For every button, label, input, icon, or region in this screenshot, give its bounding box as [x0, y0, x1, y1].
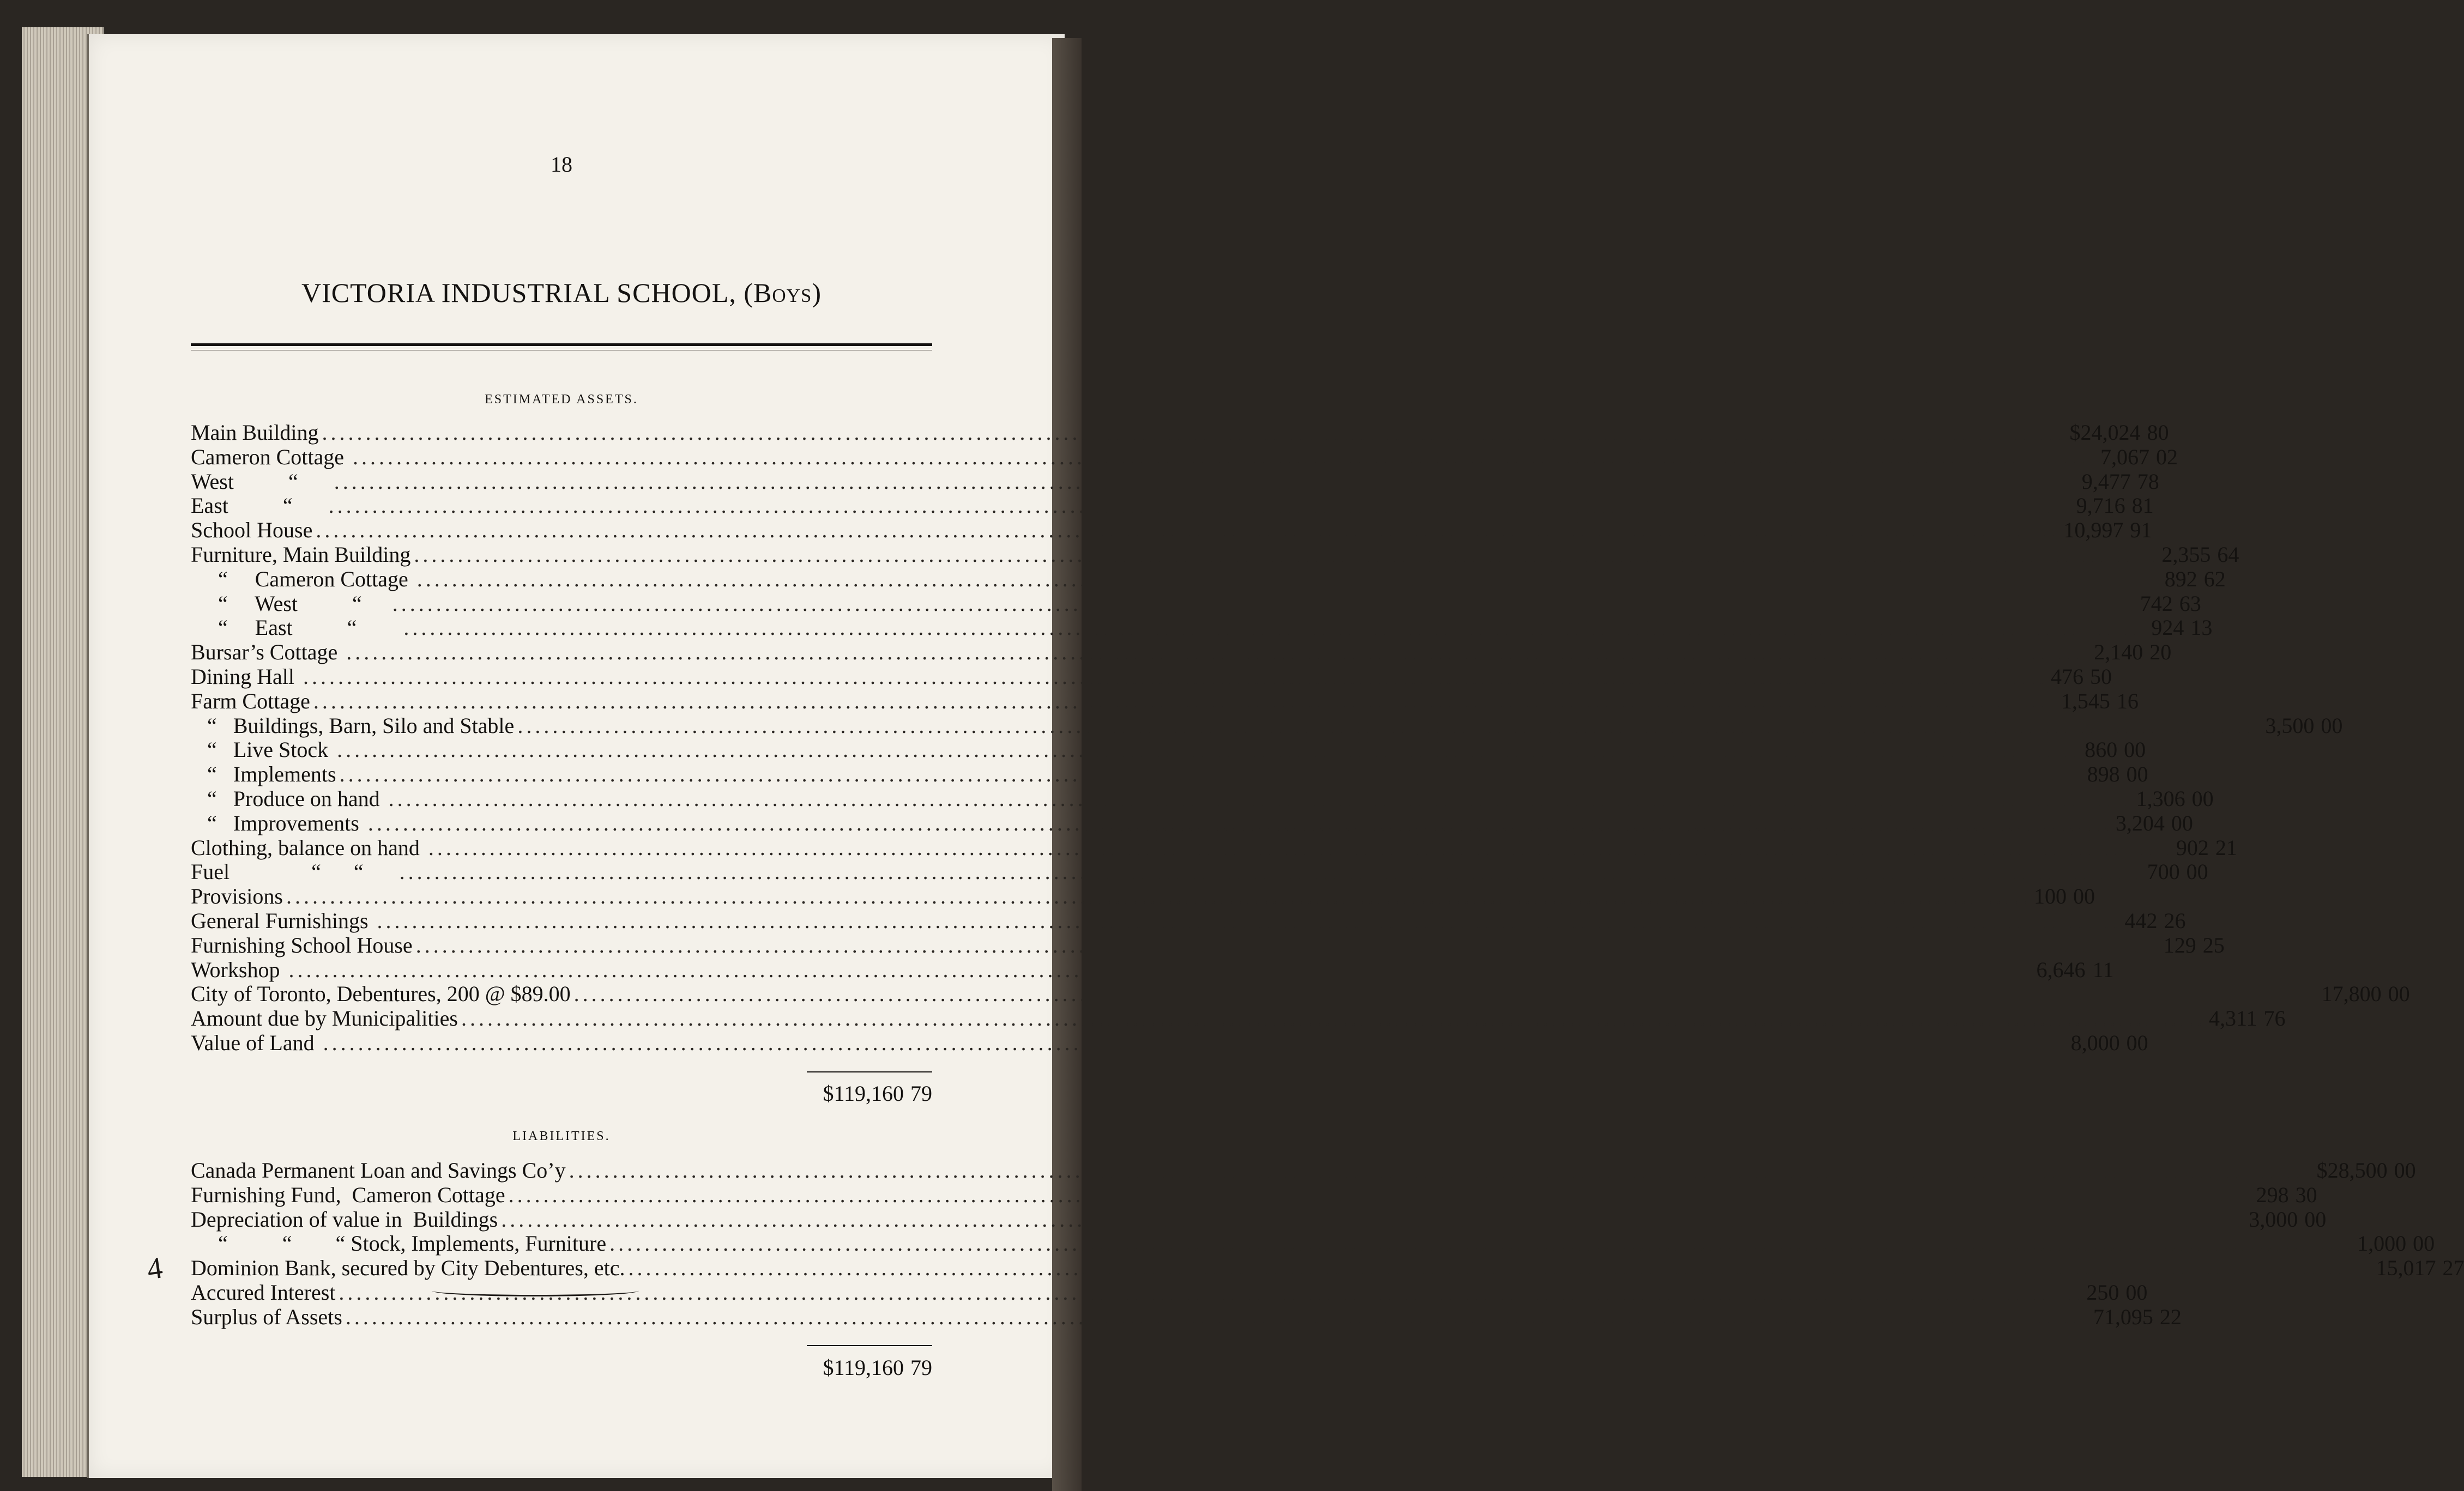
- row-label: Provisions: [191, 884, 283, 909]
- row-cents: 76: [2263, 1006, 2286, 1031]
- row-label: “ Cameron Cottage: [191, 566, 414, 591]
- row-cents: 80: [2147, 420, 2169, 445]
- liabilities-row: [191, 1231, 2435, 1256]
- liabilities-row: [191, 1207, 2327, 1232]
- row-dollars: 476: [2050, 664, 2083, 689]
- row-label: Value of Land: [191, 1031, 320, 1055]
- page-number: 18: [551, 152, 572, 177]
- row-cents: 00: [2394, 1158, 2416, 1183]
- row-cents: 16: [2116, 688, 2139, 713]
- row-dollars: 3,500: [2265, 713, 2315, 738]
- row-cents: 63: [2179, 591, 2201, 616]
- assets-row: [191, 664, 2112, 689]
- row-cents: 91: [2130, 518, 2152, 543]
- row-label: Farm Cottage: [191, 688, 310, 713]
- leader-dots: ........................................................................................................................................................................................................: [416, 566, 2161, 591]
- leader-dots: ........................................................................................................................................................................................................: [403, 615, 2148, 640]
- row-cents: 00: [2126, 1031, 2148, 1055]
- row-label: “ West “: [191, 591, 389, 616]
- row-dollars: 898: [2087, 762, 2120, 787]
- leader-dots: ........................................................................................................................................................................................................: [345, 1304, 2090, 1329]
- row-dollars: 9,716: [2076, 493, 2125, 518]
- leader-dots: ........................................................................................................................................................................................................: [388, 786, 2133, 811]
- assets-row: [191, 981, 2410, 1007]
- row-dollars: $24,024: [2069, 420, 2141, 445]
- liabilities-total-rule: [807, 1345, 932, 1346]
- leader-dots: ........................................................................................................................................................................................................: [328, 493, 2073, 518]
- row-dollars: 71,095: [2093, 1304, 2153, 1329]
- leader-dots: ........................................................................................................................................................................................................: [303, 664, 2048, 689]
- leader-dots: ........................................................................................................................................................................................................: [501, 1207, 2246, 1232]
- row-cents: 20: [2149, 640, 2172, 665]
- leader-dots: ........................................................................................................................................................................................................: [334, 469, 2079, 494]
- leader-dots: ........................................................................................................................................................................................................: [353, 444, 2098, 469]
- row-label: West “: [191, 469, 331, 494]
- row-dollars: 742: [2140, 591, 2173, 616]
- row-label: Cameron Cottage: [191, 444, 350, 469]
- row-label: Bursar’s Cottage: [191, 640, 343, 665]
- row-dollars: 1,306: [2136, 786, 2185, 811]
- leader-dots: ........................................................................................................................................................................................................: [316, 518, 2061, 543]
- row-cents: 00: [2073, 884, 2095, 909]
- liabilities-total-cents: 79: [910, 1355, 932, 1380]
- assets-row: [191, 469, 2159, 494]
- row-dollars: 442: [2124, 908, 2158, 933]
- assets-row: [191, 444, 2178, 469]
- leader-dots: ........................................................................................................................................................................................................: [346, 640, 2091, 665]
- row-dollars: 2,355: [2161, 542, 2211, 567]
- assets-row: [191, 493, 2154, 518]
- row-cents: 00: [2388, 981, 2410, 1007]
- title-sub: (Boys): [744, 277, 822, 308]
- assets-total-rule: [807, 1071, 932, 1072]
- row-label: “ Live Stock: [191, 737, 334, 762]
- row-cents: 00: [2125, 1280, 2148, 1305]
- handwritten-margin-mark: 4: [144, 1251, 165, 1287]
- row-dollars: 100: [2033, 884, 2067, 909]
- row-cents: 21: [2215, 835, 2237, 860]
- row-label: “ Buildings, Barn, Silo and Stable: [191, 713, 515, 738]
- assets-row: [191, 542, 2239, 567]
- assets-row: [191, 835, 2237, 860]
- row-label: Dominion Bank, secured by City Debentures, etc.: [191, 1256, 625, 1281]
- row-label: Furniture, Main Building: [191, 542, 411, 567]
- leader-dots: ........................................................................................................................................................................................................: [337, 737, 2082, 762]
- row-label: School House: [191, 518, 313, 543]
- row-cents: 00: [2304, 1207, 2327, 1232]
- assets-row: [191, 591, 2201, 616]
- row-label: Furnishing School House: [191, 932, 413, 957]
- assets-heading: ESTIMATED ASSETS.: [485, 392, 638, 407]
- leader-dots: ........................................................................................................................................................................................................: [322, 420, 2067, 445]
- assets-row: [191, 518, 2152, 543]
- row-cents: 00: [2321, 713, 2343, 738]
- row-cents: 26: [2164, 908, 2186, 933]
- row-cents: 00: [2124, 737, 2146, 762]
- assets-row: [191, 566, 2226, 591]
- row-label: Clothing, balance on hand: [191, 835, 425, 860]
- row-cents: 00: [2191, 786, 2214, 811]
- row-dollars: 298: [2256, 1182, 2289, 1207]
- row-cents: 81: [2131, 493, 2154, 518]
- assets-row: [191, 932, 2225, 957]
- liabilities-row: [191, 1182, 2317, 1207]
- assets-row: [191, 615, 2213, 640]
- row-dollars: 1,000: [2357, 1231, 2407, 1256]
- row-cents: 78: [2137, 469, 2159, 494]
- assets-total-cents: 79: [910, 1081, 932, 1106]
- liabilities-row: [191, 1158, 2416, 1183]
- liabilities-row: [191, 1304, 2182, 1329]
- leader-dots: ........................................................................................................................................................................................................: [414, 542, 2159, 567]
- row-dollars: 860: [2085, 737, 2118, 762]
- assets-row: [191, 1031, 2148, 1055]
- liabilities-heading: LIABILITIES.: [512, 1129, 611, 1143]
- assets-total-dollars: $119,160: [823, 1081, 904, 1106]
- row-cents: 02: [2156, 444, 2178, 469]
- assets-row: [191, 957, 2114, 982]
- assets-row: [191, 640, 2172, 665]
- row-cents: 13: [2190, 615, 2213, 640]
- leader-dots: ........................................................................................................................................................................................................: [323, 1031, 2068, 1055]
- row-dollars: 4,311: [2208, 1006, 2257, 1031]
- leader-dots: ........................................................................................................................................................................................................: [517, 713, 2262, 738]
- row-cents: 00: [2126, 762, 2148, 787]
- row-dollars: 17,800: [2321, 981, 2382, 1007]
- row-dollars: 2,140: [2094, 640, 2143, 665]
- leader-dots: ........................................................................................................................................................................................................: [392, 591, 2137, 616]
- title-main: VICTORIA INDUSTRIAL SCHOOL,: [301, 277, 744, 308]
- row-cents: 62: [2203, 566, 2226, 591]
- liabilities-total-dollars: $119,160: [823, 1355, 904, 1380]
- row-label: Dining Hall: [191, 664, 300, 689]
- row-cents: 27: [2442, 1256, 2464, 1281]
- row-label: “ East “: [191, 615, 401, 640]
- assets-row: [191, 737, 2146, 762]
- row-label: “ Implements: [191, 762, 336, 787]
- row-cents: 00: [2186, 859, 2208, 884]
- title-rule-thick: [191, 343, 932, 346]
- row-dollars: 1,545: [2061, 688, 2110, 713]
- row-cents: 50: [2089, 664, 2112, 689]
- row-dollars: 700: [2147, 859, 2180, 884]
- leader-dots: ........................................................................................................................................................................................................: [461, 1006, 2206, 1031]
- row-cents: 30: [2295, 1182, 2317, 1207]
- row-dollars: 3,204: [2115, 810, 2165, 835]
- leader-dots: ........................................................................................................................................................................................................: [313, 688, 2058, 713]
- row-cents: 64: [2217, 542, 2239, 567]
- assets-row: [191, 884, 2095, 909]
- leader-dots: ........................................................................................................................................................................................................: [377, 908, 2122, 933]
- row-dollars: 902: [2176, 835, 2209, 860]
- row-dollars: 3,000: [2249, 1207, 2298, 1232]
- assets-row: [191, 859, 2208, 884]
- assets-row: [191, 762, 2148, 787]
- row-label: Canada Permanent Loan and Savings Co’y: [191, 1158, 566, 1183]
- row-label: Workshop: [191, 957, 286, 982]
- liabilities-total: [736, 1356, 932, 1380]
- row-label: City of Toronto, Debentures, 200 @ $89.00: [191, 981, 571, 1007]
- row-dollars: 10,997: [2063, 518, 2124, 543]
- row-cents: 22: [2159, 1304, 2182, 1329]
- row-label: “ Produce on hand: [191, 786, 385, 811]
- assets-row: [191, 786, 2214, 811]
- row-dollars: $28,500: [2316, 1158, 2388, 1183]
- row-dollars: 924: [2151, 615, 2184, 640]
- liabilities-row: [191, 1280, 2148, 1305]
- row-dollars: 129: [2163, 932, 2196, 957]
- leader-dots: ........................................................................................................................................................................................................: [339, 1280, 2083, 1305]
- row-dollars: 6,646: [2036, 957, 2086, 982]
- row-dollars: 15,017: [2376, 1256, 2436, 1281]
- row-dollars: 9,477: [2081, 469, 2131, 494]
- row-label: Amount due by Municipalities: [191, 1006, 458, 1031]
- assets-row: [191, 908, 2186, 933]
- leader-dots: ........................................................................................................................................................................................................: [399, 859, 2144, 884]
- row-cents: 25: [2202, 932, 2225, 957]
- row-dollars: 8,000: [2070, 1031, 2120, 1055]
- leader-dots: ........................................................................................................................................................................................................: [339, 762, 2084, 787]
- assets-row: [191, 713, 2343, 738]
- row-label: Main Building: [191, 420, 319, 445]
- leader-dots: ........................................................................................................................................................................................................: [288, 957, 2033, 982]
- assets-total: [736, 1082, 932, 1106]
- leader-dots: ........................................................................................................................................................................................................: [508, 1182, 2253, 1207]
- row-label: Surplus of Assets: [191, 1304, 342, 1329]
- row-label: Depreciation of value in Buildings: [191, 1207, 498, 1232]
- row-cents: 00: [2171, 810, 2193, 835]
- leader-dots: ........................................................................................................................................................................................................: [569, 1158, 2314, 1183]
- row-label: “ Improvements: [191, 810, 365, 835]
- leader-dots: ........................................................................................................................................................................................................: [628, 1256, 2373, 1281]
- leader-dots: ........................................................................................................................................................................................................: [286, 884, 2031, 909]
- row-label: Fuel “ “: [191, 859, 396, 884]
- row-label: General Furnishings: [191, 908, 374, 933]
- assets-row: [191, 688, 2139, 713]
- leader-dots: ........................................................................................................................................................................................................: [428, 835, 2173, 860]
- row-label: “ “ “ Stock, Implements, Furniture: [191, 1231, 607, 1256]
- assets-row: [191, 1006, 2286, 1031]
- row-label: Furnishing Fund, Cameron Cottage: [191, 1182, 505, 1207]
- assets-row: [191, 420, 2169, 445]
- leader-dots: ........................................................................................................................................................................................................: [367, 810, 2112, 835]
- leader-dots: ........................................................................................................................................................................................................: [609, 1231, 2354, 1256]
- assets-row: [191, 810, 2193, 835]
- page-title: [191, 277, 932, 308]
- row-label: Accured Interest: [191, 1280, 336, 1305]
- liabilities-row: [191, 1256, 2464, 1281]
- row-label: East “: [191, 493, 325, 518]
- row-cents: 00: [2413, 1231, 2435, 1256]
- row-cents: 11: [2092, 957, 2114, 982]
- leader-dots: ........................................................................................................................................................................................................: [415, 932, 2160, 957]
- row-dollars: 892: [2164, 566, 2197, 591]
- leader-dots: ........................................................................................................................................................................................................: [573, 981, 2318, 1007]
- row-dollars: 7,067: [2100, 444, 2150, 469]
- row-dollars: 250: [2086, 1280, 2119, 1305]
